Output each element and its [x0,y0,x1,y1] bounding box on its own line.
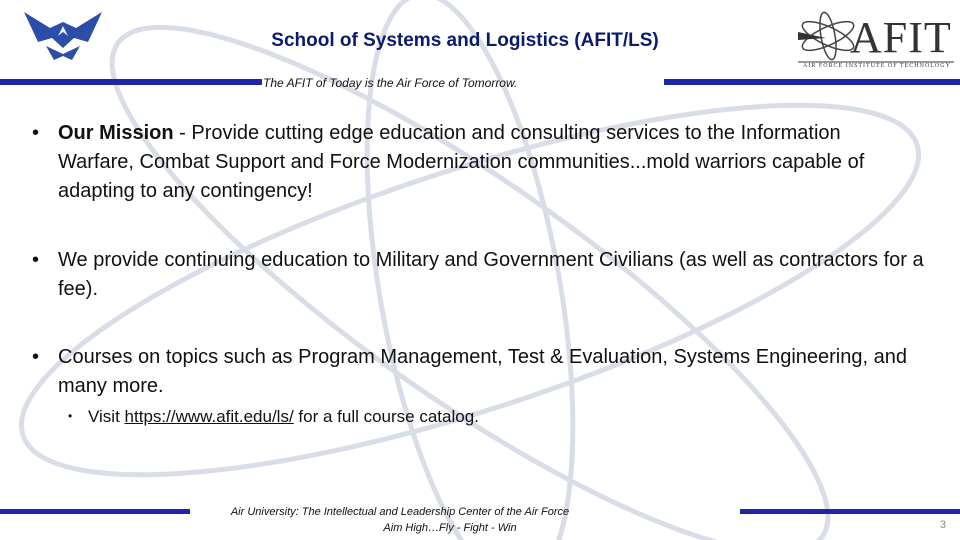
header-divider-left [0,79,262,85]
footer-line-2: Aim High…Fly - Fight - Win [383,522,517,534]
bullet-dot: • [32,249,40,271]
afit-logo-wordmark: AFIT [850,13,952,62]
course-catalog-link[interactable]: https://www.afit.edu/ls/ [124,407,294,426]
sub-bullet-prefix: Visit [88,407,125,426]
bullet-continuing-education-text: We provide continuing education to Military and Government Civilians (as well as contractors for a fee). [58,249,924,300]
footer-line-1: Air University: The Intellectual and Leadership Center of the Air Force [230,506,570,518]
bullet-courses [32,343,912,403]
afit-logo-subtitle: AIR FORCE INSTITUTE OF TECHNOLOGY [803,63,951,69]
sub-bullet-suffix: for a full course catalog. [293,407,479,426]
page-number: 3 [940,519,947,531]
bullet-mission-body: - Provide cutting edge education and consulting services to the Information Warfare, Combat Support and Force Modernization communities...mold warriors capable of adapting to any contingency! [58,122,865,202]
footer-divider-right [740,509,960,514]
bullet-mission [32,119,912,209]
bullet-mission-lead: Our Mission [58,122,174,144]
bullet-continuing-education [32,246,932,306]
page-title: School of Systems and Logistics (AFIT/LS) [271,30,659,51]
footer-divider-left [0,509,190,514]
sub-bullet-text [88,407,479,427]
bullet-dot: • [32,122,40,144]
bullet-courses-text: Courses on topics such as Program Management, Test & Evaluation, Systems Engineering, and many more. [58,346,907,397]
header-divider-right [664,79,960,85]
sub-bullet-dot: • [68,409,73,423]
afit-logo [796,10,956,72]
bullet-dot: • [32,346,40,368]
air-force-logo [22,8,104,64]
tagline: The AFIT of Today is the Air Force of Tomorrow. [263,76,518,90]
bullet-mission-text [58,119,908,206]
